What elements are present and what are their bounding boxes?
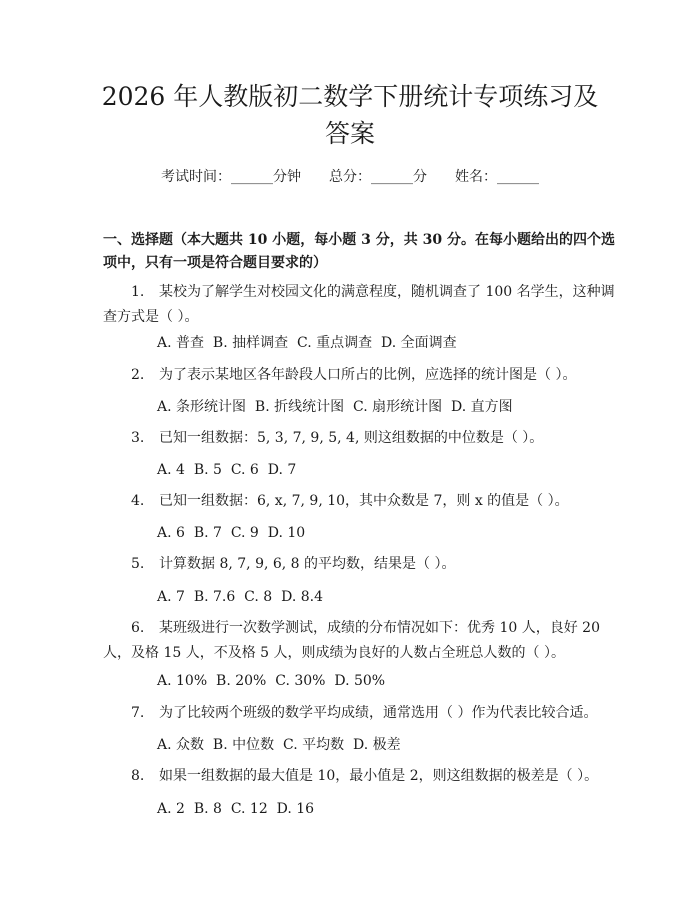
exam-meta [0, 167, 700, 187]
page-title: 2026 年人教版初二数学下册统计专项练习及答案 [101, 82, 599, 148]
question-1-options: A. 普查 B. 抽样调查 C. 重点调查 D. 全面调查 [157, 335, 457, 351]
question-8-options: A. 2 B. 8 C. 12 D. 16 [157, 801, 315, 817]
question-number: 1. [131, 284, 145, 300]
question-2 [103, 363, 623, 388]
question-7-options: A. 众数 B. 中位数 C. 平均数 D. 极差 [157, 737, 401, 753]
question-number: 8. [131, 768, 145, 784]
question-3-options: A. 4 B. 5 C. 6 D. 7 [157, 462, 297, 478]
question-1 [103, 280, 623, 330]
question-8 [103, 764, 623, 789]
question-text: 为了表示某地区各年龄段人口所占的比例，应选择的统计图是（ ）。 [159, 367, 577, 383]
question-5 [103, 552, 623, 577]
question-7 [103, 701, 623, 726]
question-number: 7. [131, 705, 145, 721]
question-number: 5. [131, 556, 145, 572]
question-number: 4. [131, 493, 145, 509]
student-name: 姓名：______ [455, 169, 539, 185]
question-3 [103, 426, 623, 451]
question-number: 3. [131, 430, 145, 446]
question-text: 某校为了解学生对校园文化的满意程度，随机调查了 100 名学生，这种调查方式是（ ）。 [103, 284, 615, 325]
question-text: 计算数据 8, 7, 9, 6, 8 的平均数，结果是（ ）。 [159, 556, 456, 572]
exam-time: 考试时间：______分钟 [161, 169, 301, 185]
question-2-options: A. 条形统计图 B. 折线统计图 C. 扇形统计图 D. 直方图 [157, 399, 513, 415]
question-6 [103, 616, 623, 666]
question-number: 2. [131, 367, 145, 383]
question-number: 6. [131, 620, 145, 636]
question-text: 为了比较两个班级的数学平均成绩，通常选用（ ）作为代表比较合适。 [159, 705, 598, 721]
question-5-options: A. 7 B. 7.6 C. 8 D. 8.4 [157, 589, 323, 605]
section-heading: 一、选择题（本大题共 10 小题，每小题 3 分，共 30 分。在每小题给出的四个选项中，只有一项是符合题目要求的） [103, 232, 615, 271]
question-6-options: A. 10% B. 20% C. 30% D. 50% [157, 673, 386, 689]
question-4 [103, 489, 623, 514]
question-4-options: A. 6 B. 7 C. 9 D. 10 [157, 525, 306, 541]
question-text: 已知一组数据：6, x, 7, 9, 10，其中众数是 7，则 x 的值是（ ）。 [159, 493, 569, 509]
question-text: 已知一组数据：5, 3, 7, 9, 5, 4, 则这组数据的中位数是（ ）。 [159, 430, 544, 446]
exam-total-score: 总分：______分 [329, 169, 427, 185]
question-text: 某班级进行一次数学测试，成绩的分布情况如下：优秀 10 人，良好 20 人，及格 15 人，不及格 5 人，则成绩为良好的人数占全班总人数的（ ）。 [103, 620, 600, 661]
question-text: 如果一组数据的最大值是 10，最小值是 2，则这组数据的极差是（ ）。 [159, 768, 599, 784]
